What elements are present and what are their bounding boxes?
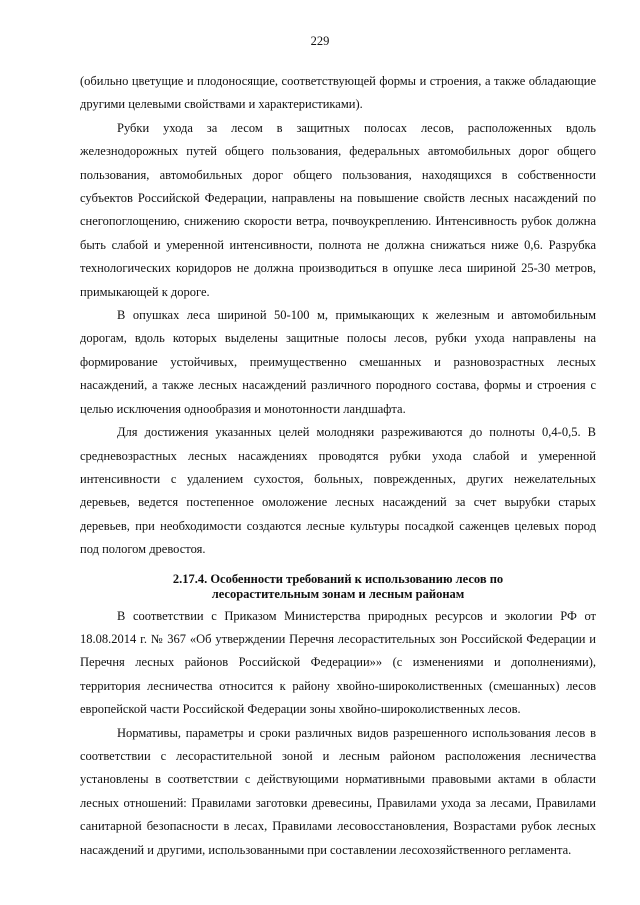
paragraph-thinning-goals: Для достижения указанных целей молодняки разреживаются до полноты 0,4-0,5. В средневозрастных лесных насаждениях проводятся рубки ухода слабой и умеренной интенсивности с удалением сухостоя, больных, поврежденных, других нежелательных деревьев, ведется постепенное омоложение лесных насаждений за счет вырубки старых деревьев, при необходимости создаются лесные культуры посадкой саженцев целевых пород под пологом древостоя. <box>80 425 596 557</box>
page-number: 229 <box>310 34 330 48</box>
section-heading <box>80 572 596 602</box>
section-heading-line-2: лесорастительным зонам и лесным районам <box>211 586 465 601</box>
paragraph-ministry-order: В соответствии с Приказом Министерства природных ресурсов и экологии РФ от 18.08.2014 г. № 367 «Об утверждении Перечня лесорастительных зон Российской Федерации и Перечня лесных районов Российской Федерации»» (с изменениями и дополнениями), территория лесничества относится к району хвойно-широколиственных (смешанных) лесов европейской части Российской Федерации зоны хвойно-широколиственных лесов. <box>80 608 596 717</box>
paragraph-norms: Нормативы, параметры и сроки различных видов разрешенного использования лесов в соответствии с лесорастительной зоной и лесным районом расположения лесничества установлены в соответствии с действующими нормативными правовыми актами в области лесных отношений: Правилами заготовки древесины, Правилами ухода за лесами, Правилами санитарной безопасности в лесах, Правилами лесовосстановления, Возрастами рубок лесных насаждений и другими, использованными при составлении лесохозяйственного регламента. <box>80 725 596 857</box>
paragraph-continuation: (обильно цветущие и плодоносящие, соответствующей формы и строения, а также обладающие другими целевыми свойствами и характеристиками). <box>80 74 596 112</box>
paragraph-protective-strips: Рубки ухода за лесом в защитных полосах лесов, расположенных вдоль железнодорожных путей общего пользования, федеральных автомобильных дорог общего пользования, автомобильных дорог общего пользования, находящихся в собственности субъектов Российской Федерации, направлены на повышение свойств лесных насаждений по снегопоглощению, снижению скорости ветра, почвоукреплению. Интенсивность рубок должна быть слабой и умеренной интенсивности, полнота не должна снижаться ниже 0,6. Разрубка технологических коридоров не должна производиться в опушке леса шириной 25-30 метров, примыкающей к дороге. <box>80 120 596 299</box>
document-body <box>80 70 596 862</box>
section-heading-line-1: 2.17.4. Особенности требований к использованию лесов по <box>172 571 504 586</box>
paragraph-forest-edges: В опушках леса шириной 50-100 м, примыкающих к железным и автомобильным дорогам, вдоль которых выделены защитные полосы лесов, рубки ухода направлены на формирование устойчивых, преимущественно смешанных и разновозрастных лесных насаждений, а также лесных насаждений различного породного состава, формы и строения с целью исключения однообразия и монотонности ландшафта. <box>80 308 596 416</box>
